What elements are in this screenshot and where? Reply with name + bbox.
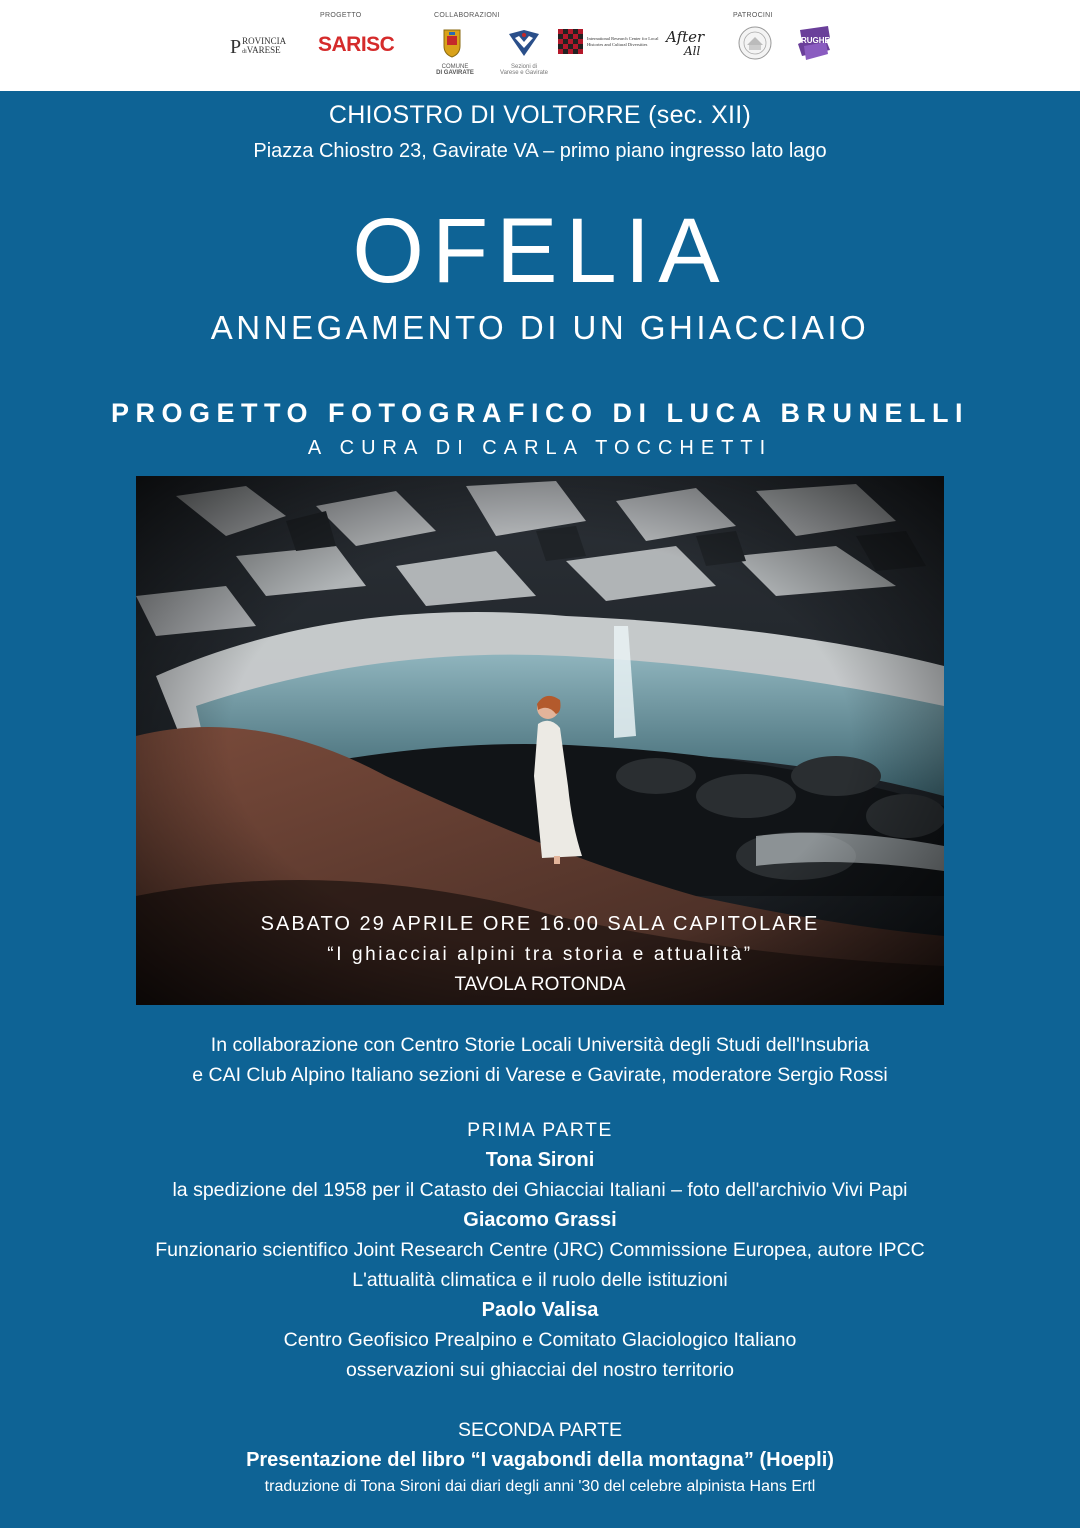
irc-grid-icon [558,29,583,54]
collaboration-line-1: In collaborazione con Centro Storie Locali Università degli Studi dell'Insubria [210,1034,870,1056]
comune-gavirate-crest-icon [441,28,463,63]
sarisc-logo: SARISC [318,33,395,56]
venue-address: Piazza Chiostro 23, Gavirate VA – primo piano ingresso lato lago [253,140,827,162]
speaker-name: Paolo Valisa [481,1299,599,1321]
book-translation-note: traduzione di Tona Sironi dai diari degli anni '30 del celebre alpinista Hans Ertl [264,1478,816,1495]
comune-gavirate-caption: COMUNE DI GAVIRATE [436,64,474,76]
irc-local-histories-logo: International Research Center for Local Histories and Cultural Diversities [558,29,659,54]
part-one-heading: PRIMA PARTE [467,1119,613,1141]
speaker-name: Tona Sironi [485,1149,595,1171]
project-credit: PROGETTO FOTOGRAFICO DI LUCA BRUNELLI [111,398,969,428]
cai-caption: Sezioni di Varese e Gavirate [500,64,548,76]
glacier-photo [136,476,944,1005]
after-all-logo-sub: All [684,44,701,58]
exhibition-subtitle: ANNEGAMENTO DI UN GHIACCIAIO [210,309,870,346]
book-presentation: Presentazione del libro “I vagabondi della montagna” (Hoepli) [246,1449,834,1471]
provincia-varese-logo: P ROVINCIA diVARESE [230,36,287,58]
exhibition-title: OFELIA [352,200,728,302]
part-two-heading: SECONDA PARTE [458,1419,622,1441]
rughe-logo: RUGHE [796,24,832,69]
event-date-time: SABATO 29 APRILE ORE 16.00 SALA CAPITOLARE [260,913,820,935]
after-all-logo: After [666,28,705,46]
cai-logo-icon [507,26,541,65]
sponsor-logo-strip [0,0,1080,91]
speaker-role: Funzionario scientifico Joint Research Centre (JRC) Commissione Europea, autore IPCC [155,1239,925,1261]
venue-name: CHIOSTRO DI VOLTORRE (sec. XII) [328,101,752,129]
speaker-role: Centro Geofisico Prealpino e Comitato Glaciologico Italiano [283,1329,797,1351]
collaboration-line-2: e CAI Club Alpino Italiano sezioni di Varese e Gavirate, moderatore Sergio Rossi [192,1064,888,1086]
speaker-topic: osservazioni sui ghiacciai del nostro territorio [345,1359,734,1381]
label-collaborations: COLLABORAZIONI [434,12,500,19]
speaker-name: Giacomo Grassi [463,1209,617,1231]
speaker-topic: la spedizione del 1958 per il Catasto dei Ghiacciai Italiani – foto dell'archivio Vivi Papi [172,1179,908,1201]
label-patrons: PATROCINI [733,12,773,19]
patron-seal-icon [737,25,773,66]
round-table-theme: “I ghiacciai alpini tra storia e attualità” [327,944,753,965]
label-project: PROGETTO [320,12,362,19]
curator-credit: A CURA DI CARLA TOCCHETTI [307,437,773,459]
round-table-label: TAVOLA ROTONDA [454,974,626,995]
speaker-topic: L'attualità climatica e il ruolo delle istituzioni [352,1269,728,1291]
